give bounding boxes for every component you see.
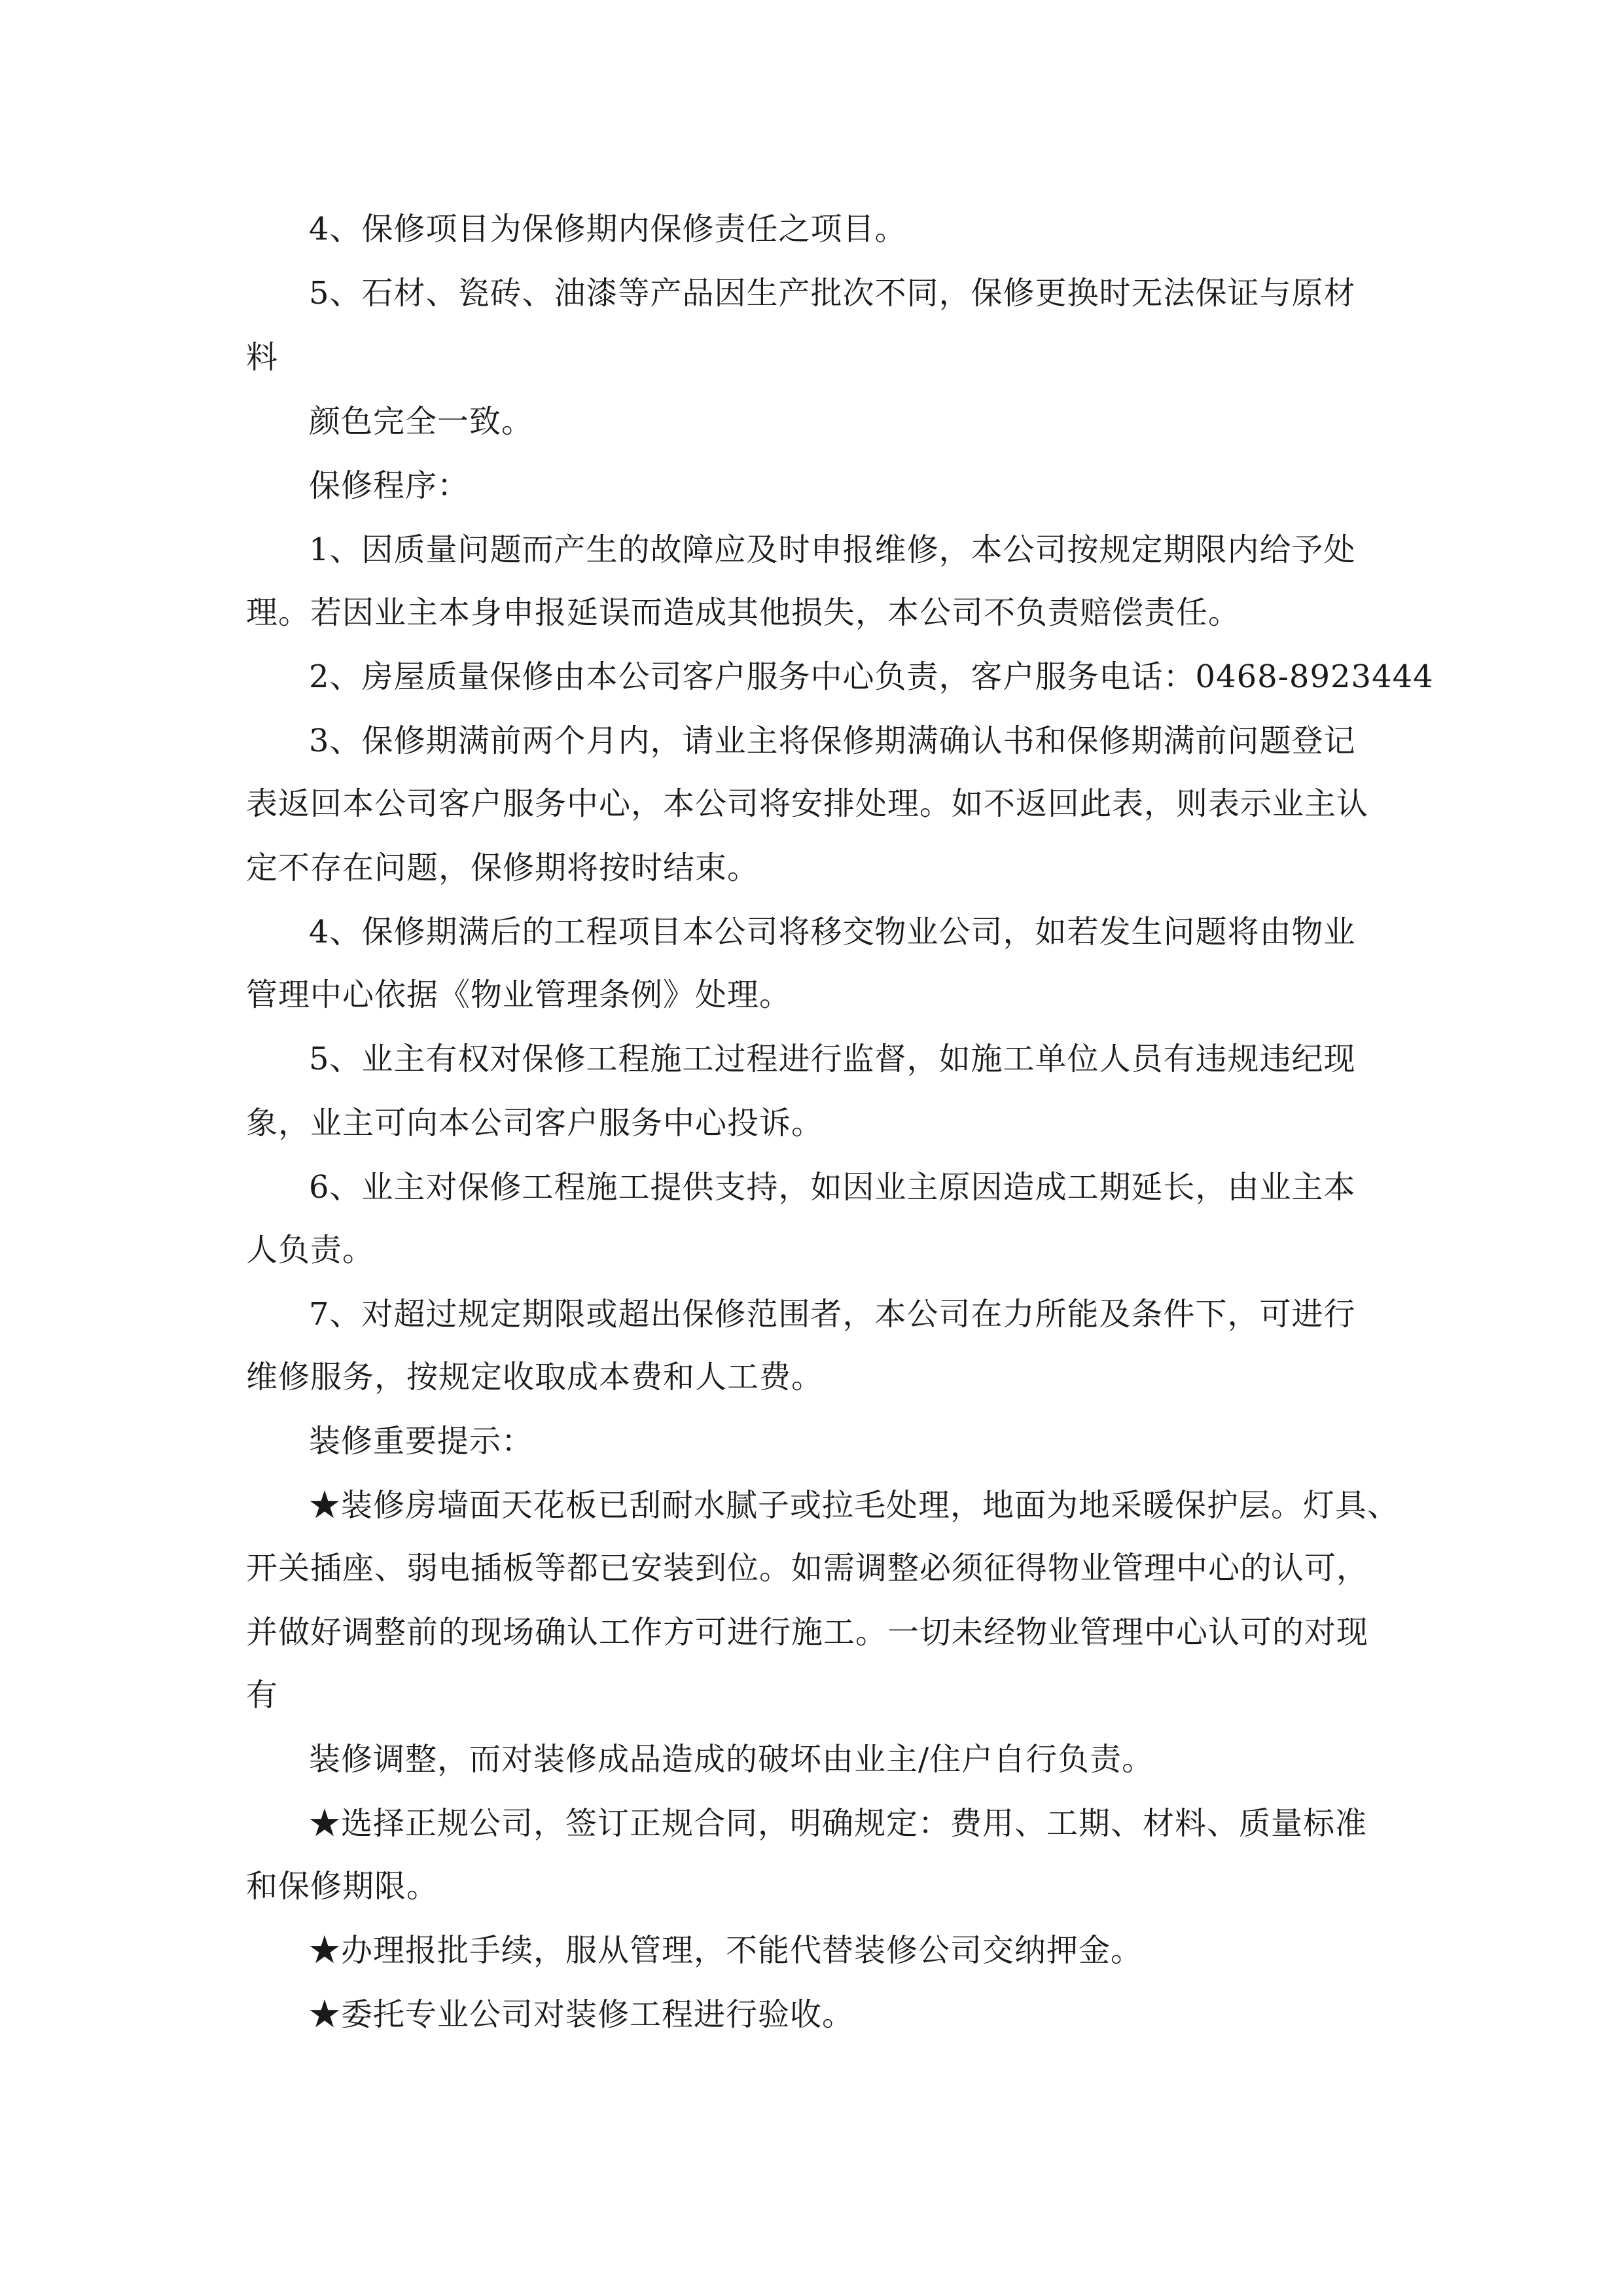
text-line: ★办理报批手续，服从管理，不能代替装修公司交纳押金。 — [309, 1932, 1143, 1969]
text-line: 人负责。 — [246, 1232, 375, 1268]
text-line: 维修服务，按规定收取成本费和人工费。 — [246, 1359, 824, 1395]
text-line: 并做好调整前的现场确认工作方可进行施工。一切未经物业管理中心认可的对现 — [246, 1614, 1369, 1651]
text-line: 定不存在问题，保修期将按时结束。 — [246, 850, 760, 886]
text-line: 2、房屋质量保修由本公司客户服务中心负责，客户服务电话：0468-8923444 — [309, 658, 1434, 695]
text-line: 开关插座、弱电插板等都已安装到位。如需调整必须征得物业管理中心的认可， — [246, 1550, 1369, 1587]
text-line: 装修调整，而对装修成品造成的破坏由业主/住户自行负责。 — [309, 1741, 1154, 1778]
text-line: 有 — [246, 1677, 279, 1713]
text-line: 3、保修期满前两个月内，请业主将保修期满确认书和保修期满前问题登记 — [309, 723, 1356, 759]
text-line: ★装修房墙面天花板已刮耐水腻子或拉毛处理，地面为地采暖保护层。灯具、 — [309, 1487, 1400, 1524]
text-line: 和保修期限。 — [246, 1868, 439, 1905]
text-line: 1、因质量问题而产生的故障应及时申报维修，本公司按规定期限内给予处 — [309, 531, 1356, 568]
text-line: 料 — [246, 339, 279, 376]
text-line: ★选择正规公司，签订正规合同，明确规定：费用、工期、材料、质量标准 — [309, 1805, 1368, 1842]
text-line: 管理中心依据《物业管理条例》处理。 — [246, 977, 792, 1013]
document-page — [246, 0, 1434, 2296]
text-line: 象，业主可向本公司客户服务中心投诉。 — [246, 1105, 824, 1141]
text-line: ★委托专业公司对装修工程进行验收。 — [309, 1996, 855, 2033]
text-line: 5、业主有权对保修工程施工过程进行监督，如施工单位人员有违规违纪现 — [309, 1041, 1356, 1077]
text-line: 6、业主对保修工程施工提供支持，如因业主原因造成工期延长，由业主本 — [309, 1169, 1356, 1206]
text-line: 5、石材、瓷砖、油漆等产品因生产批次不同，保修更换时无法保证与原材 — [309, 275, 1356, 312]
text-line: 表返回本公司客户服务中心，本公司将安排处理。如不返回此表，则表示业主认 — [246, 785, 1369, 822]
text-line: 7、对超过规定期限或超出保修范围者，本公司在力所能及条件下，可进行 — [309, 1296, 1356, 1333]
section-heading: 装修重要提示： — [309, 1423, 534, 1460]
section-heading: 保修程序： — [309, 467, 470, 504]
text-line: 颜色完全一致。 — [309, 403, 534, 440]
text-line: 4、保修期满后的工程项目本公司将移交物业公司，如若发生问题将由物业 — [309, 914, 1356, 950]
text-line: 4、保修项目为保修期内保修责任之项目。 — [309, 211, 907, 247]
text-line: 理。若因业主本身申报延误而造成其他损失，本公司不负责赔偿责任。 — [246, 594, 1241, 631]
